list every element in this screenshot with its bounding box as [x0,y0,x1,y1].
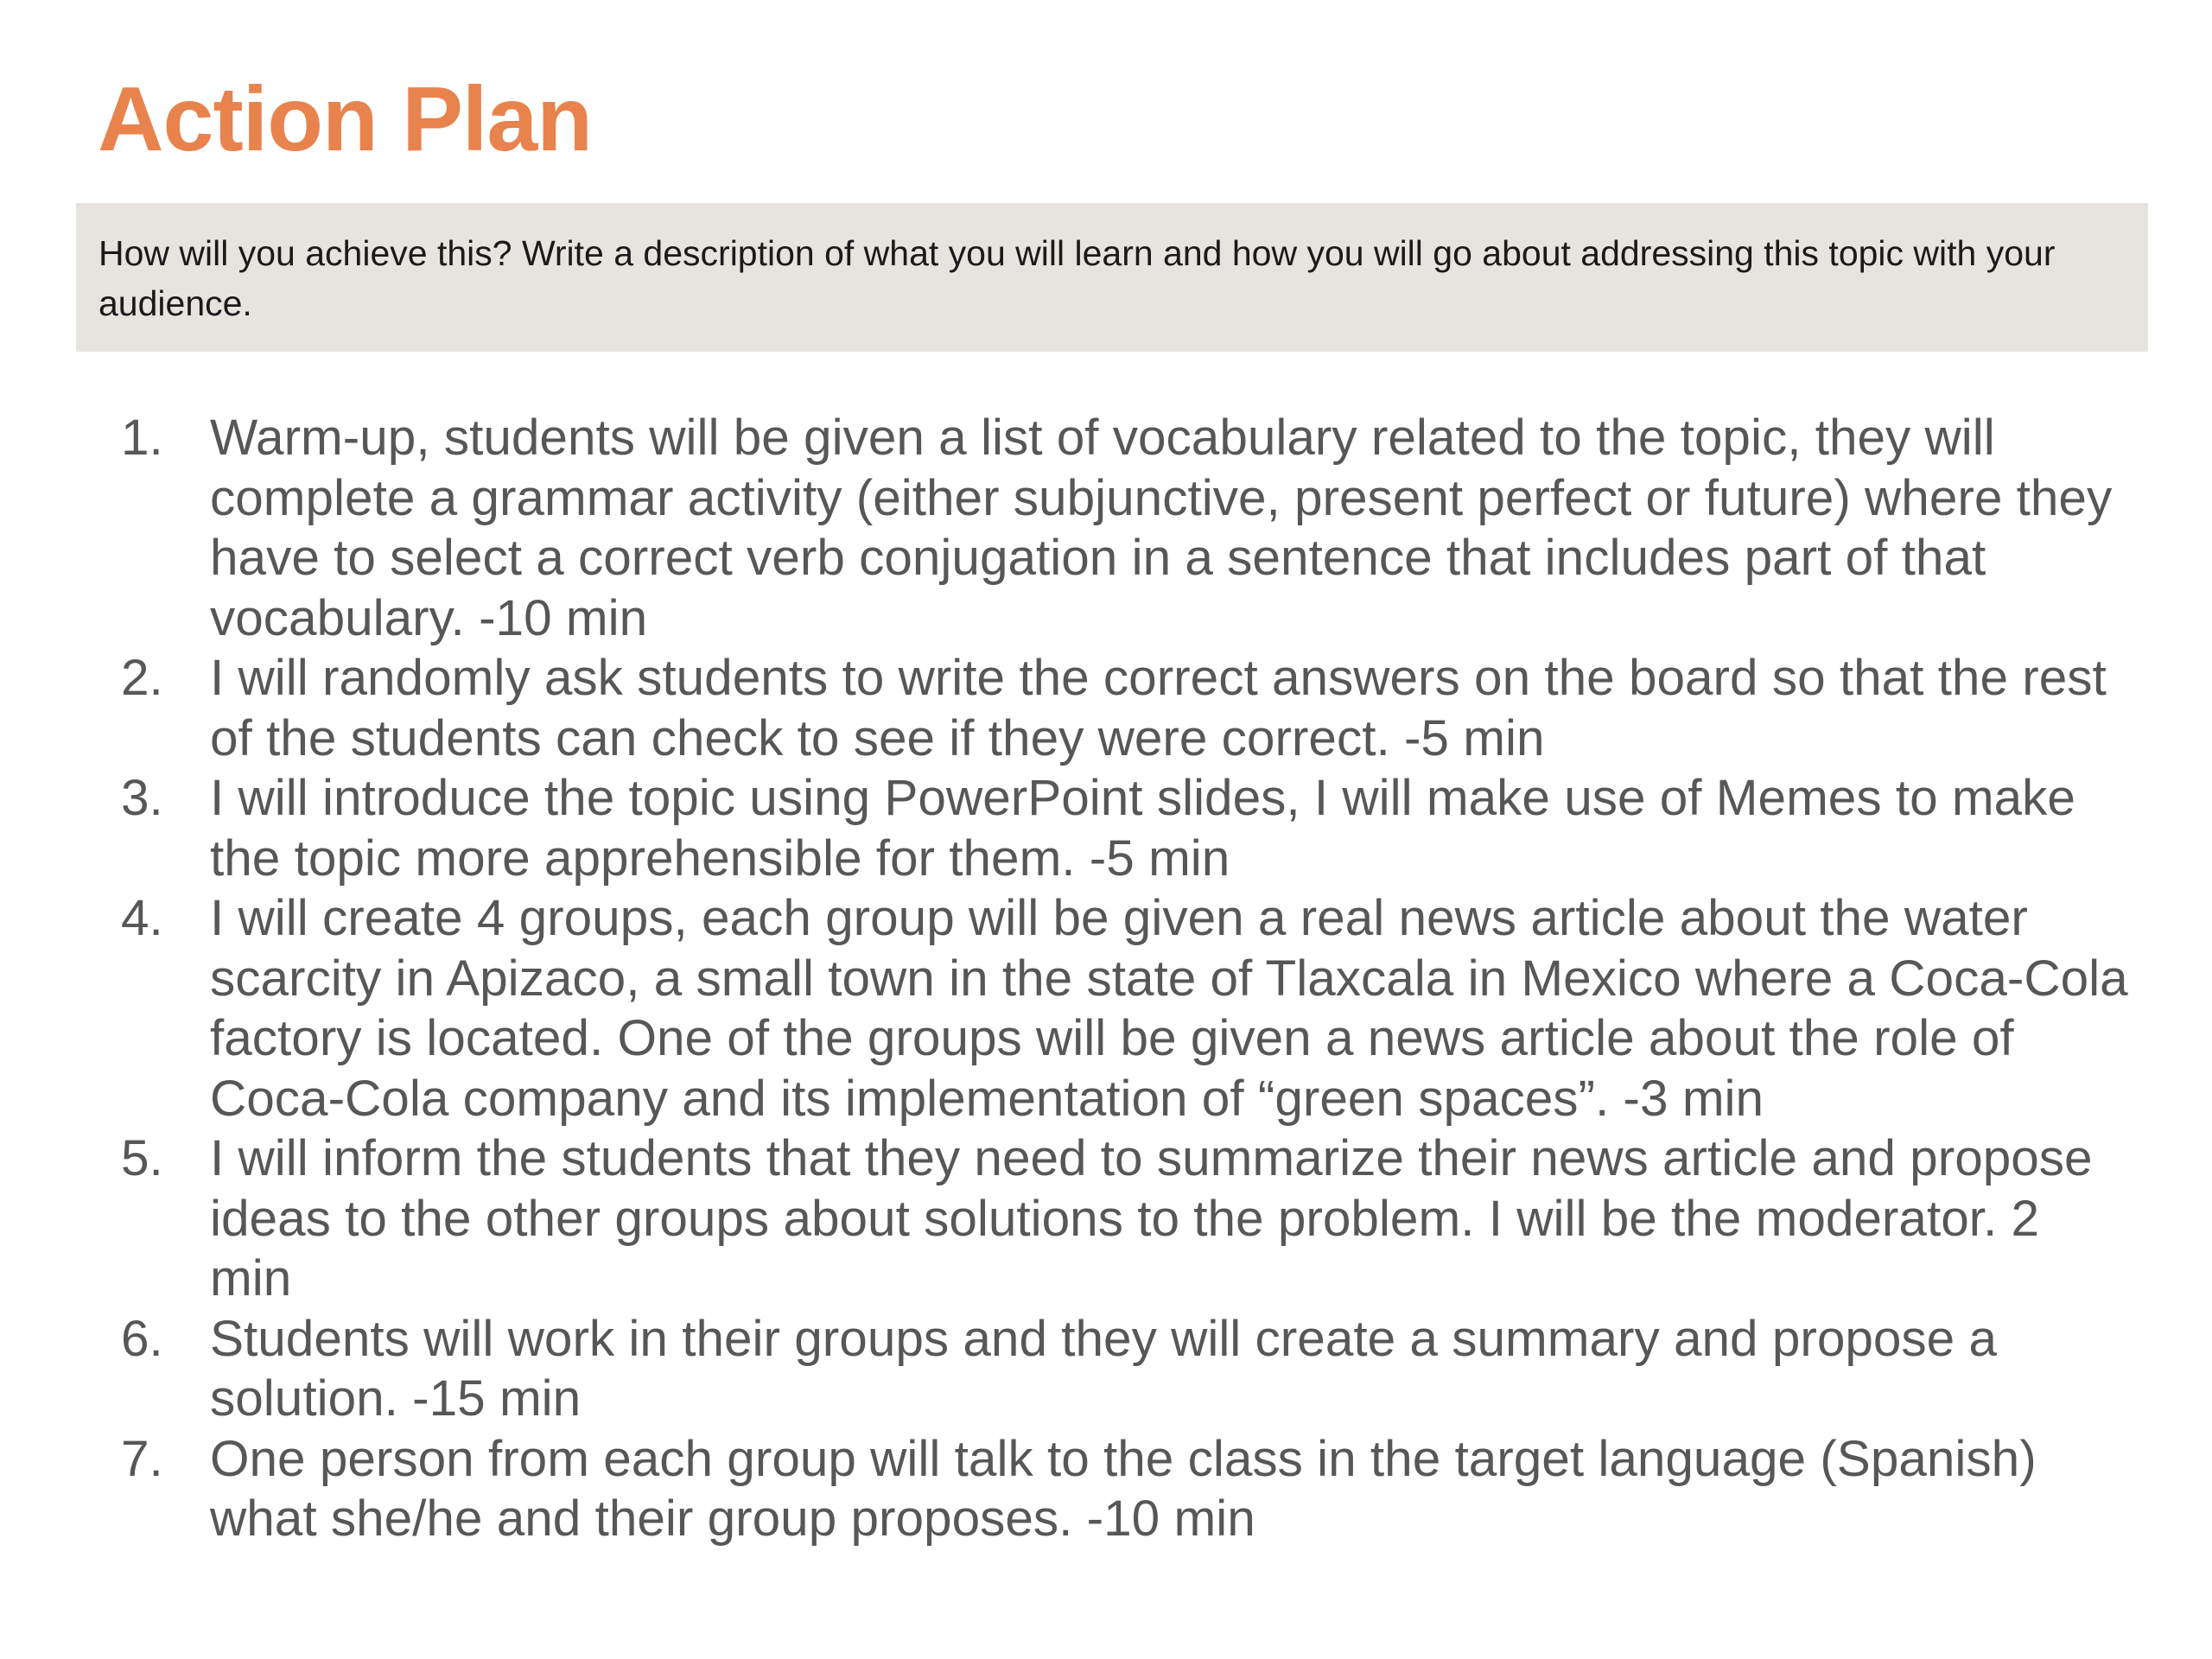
action-step-3 [121,768,2134,888]
step-text: I will inform the students that they need to summarize their news article and propose ideas to the other groups about solutions to the problem. I will be the moderator. 2 min [210,1130,2093,1306]
step-text: Students will work in their groups and they will create a summary and propose a solution. -15 min [210,1310,1998,1427]
instruction-box [76,203,2148,352]
step-text: I will introduce the topic using PowerPoint slides, I will make use of Memes to make the topic more apprehensible for them. -5 min [210,770,2075,887]
page-title: Action Plan [98,68,593,170]
step-text: I will randomly ask students to write the correct answers on the board so that the rest of the students can check to see if they were correct. -5 min [210,650,2107,766]
step-number: 7. [121,1430,163,1487]
step-number: 4. [121,890,163,946]
step-number: 1. [121,410,163,466]
action-step-6 [121,1309,2134,1429]
action-step-1 [121,408,2134,648]
step-number: 3. [121,770,163,826]
step-number: 6. [121,1310,163,1367]
step-number: 5. [121,1130,163,1186]
instruction-text: How will you achieve this? Write a description of what you will learn and how you will go about addressing this topic with your audience. [99,233,2056,323]
action-step-7 [121,1429,2134,1549]
step-text: I will create 4 groups, each group will be given a real news article about the water scarcity in Apizaco, a small town in the state of Tlaxcala in Mexico where a Coca-Cola factory is located. One of the groups will be given a news article about the role of Coca-Cola company and its implementation of “green spaces”. -3 min [210,890,2128,1127]
step-text: Warm-up, students will be given a list of vocabulary related to the topic, they will complete a grammar activity (either subjunctive, present perfect or future) where they have to select a correct verb conjugation in a sentence that includes part of that vocabulary. -10 min [210,410,2113,646]
step-text: One person from each group will talk to the class in the target language (Spanish) what she/he and their group proposes. -10 min [210,1430,2037,1547]
action-step-4 [121,888,2134,1128]
action-step-5 [121,1128,2134,1309]
action-steps-list [121,408,2134,1549]
action-step-2 [121,648,2134,768]
step-number: 2. [121,650,163,706]
